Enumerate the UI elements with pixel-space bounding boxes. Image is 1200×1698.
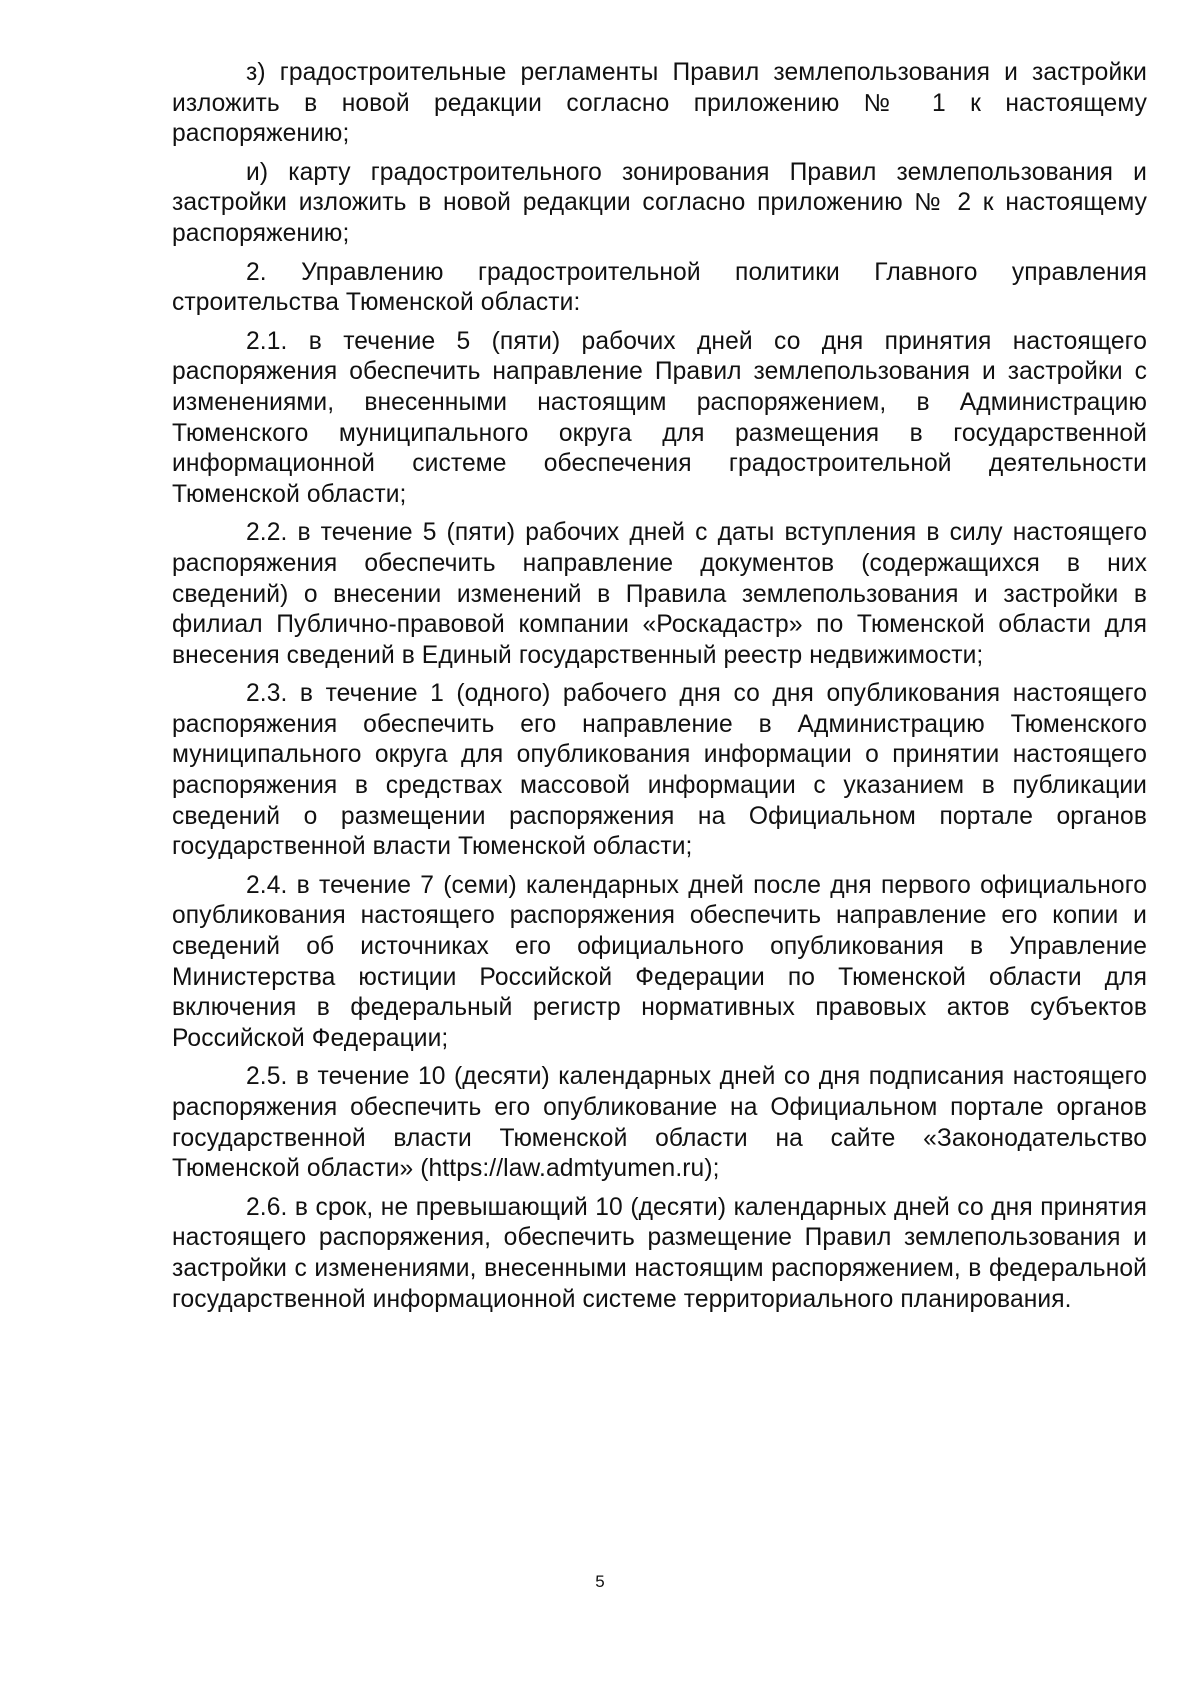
paragraph-2-3: 2.3. в течение 1 (одного) рабочего дня со дня опубликования настоящего распоряжения обеспечить его направление в Администрацию Тюменского муниципального округа для опубликования информации о принятии настоящего распоряжения в средствах массовой информации с указанием в публикации сведений о размещении распоряжения на Официальном портале органов государственной власти Тюменской области; <box>172 680 1147 861</box>
paragraph-2-4: 2.4. в течение 7 (семи) календарных дней после дня первого официального опубликования настоящего распоряжения обеспечить направление его копии и сведений об источниках его официального опубликования в Управление Министерства юстиции Российской Федерации по Тюменской области для включения в федеральный регистр нормативных правовых актов субъектов Российской Федерации; <box>172 871 1147 1052</box>
paragraph-i-zoning-map: и) карту градостроительного зонирования Правил землепользования и застройки изложить в новой редакции согласно приложению № 2 к настоящему распоряжению; <box>172 158 1147 247</box>
page-number: 5 <box>595 1572 605 1591</box>
document-body <box>172 58 1147 1323</box>
paragraph-2-6: 2.6. в срок, не превышающий 10 (десяти) календарных дней со дня принятия настоящего распоряжения, обеспечить размещение Правил землепользования и застройки с изменениями, внесенными настоящим распоряжением, в федеральной государственной информационной системе территориального планирования. <box>172 1193 1147 1313</box>
paragraph-2-2: 2.2. в течение 5 (пяти) рабочих дней с даты вступления в силу настоящего распоряжения обеспечить направление документов (содержащихся в них сведений) о внесении изменений в Правила землепользования и застройки в филиал Публично-правовой компании «Роскадастр» по Тюменской области для внесения сведений в Единый государственный реестр недвижимости; <box>172 519 1147 669</box>
paragraph-2-department: 2. Управлению градостроительной политики Главного управления строительства Тюменской области: <box>172 258 1147 317</box>
paragraph-2-1: 2.1. в течение 5 (пяти) рабочих дней со дня принятия настоящего распоряжения обеспечить направление Правил землепользования и застройки с изменениями, внесенными настоящим распоряжением, в Администрацию Тюменского муниципального округа для размещения в государственной информационной системе обеспечения градостроительной деятельности Тюменской области; <box>172 327 1147 508</box>
paragraph-z-regulations: з) градостроительные регламенты Правил землепользования и застройки изложить в новой редакции согласно приложению № 1 к настоящему распоряжению; <box>172 59 1147 148</box>
paragraph-2-5: 2.5. в течение 10 (десяти) календарных дней со дня подписания настоящего распоряжения обеспечить его опубликование на Официальном портале органов государственной власти Тюменской области на сайте «Законодательство Тюменской области» (https://law.admtyumen.ru); <box>172 1063 1147 1183</box>
